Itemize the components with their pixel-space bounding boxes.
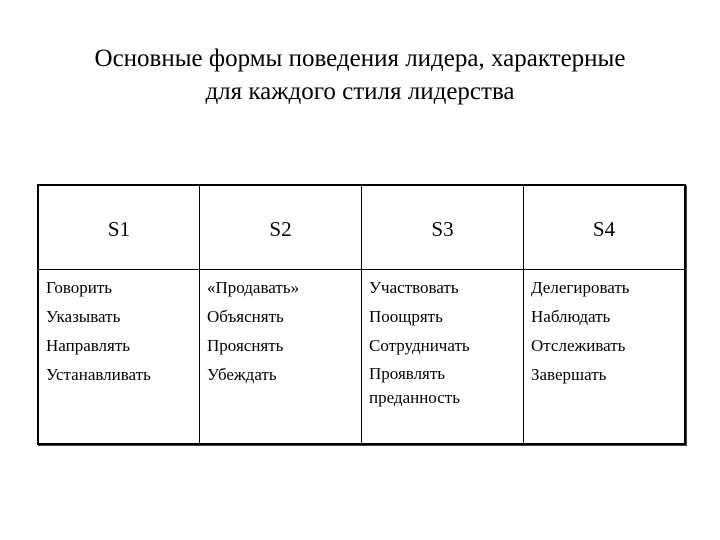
list-item: Направлять [46,336,131,355]
column-items-s1 [46,273,195,389]
column-header-s3: S3 [431,217,454,241]
list-item: «Продавать» [207,278,300,297]
list-item: Сотрудничать [369,336,470,355]
list-item: Говорить [46,278,113,297]
column-s2 [199,186,361,443]
column-items-s4 [531,273,680,389]
list-item: Отслеживать [531,336,626,355]
column-header-s4: S4 [592,217,616,241]
leadership-styles-table [37,184,686,445]
list-item: Прояснять [207,336,284,355]
list-item: Завершать [531,365,607,384]
list-item: Наблюдать [531,307,611,326]
column-s1 [39,186,199,443]
list-item: Устанавливать [46,365,151,384]
column-s3 [361,186,523,443]
list-item: Проявлять преданность [369,364,460,407]
list-item: Делегировать [531,278,630,297]
column-items-s2 [207,273,357,389]
column-header-s1: S1 [107,217,131,241]
title-line-2: для каждого стиля лидерства [205,78,515,105]
list-item: Объяснять [207,307,284,326]
page-title [0,42,720,108]
list-item: Указывать [46,307,121,326]
column-items-s3 [369,273,519,410]
column-header-s2: S2 [269,217,292,241]
title-line-1: Основные формы поведения лидера, характерные [94,45,626,72]
column-s4 [523,186,684,443]
list-item: Убеждать [207,365,277,384]
list-item: Поощрять [369,307,443,326]
list-item: Участвовать [369,278,459,297]
